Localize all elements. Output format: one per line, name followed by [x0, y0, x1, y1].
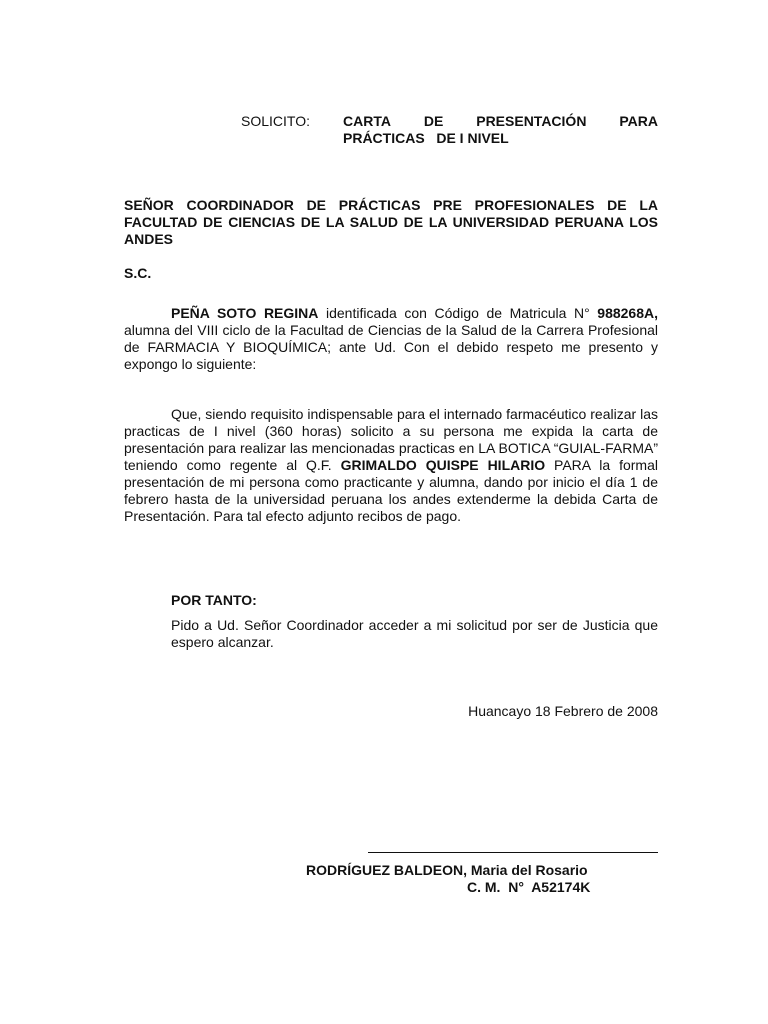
- paragraph-closing: Pido a Ud. Señor Coordinador acceder a mi solicitud por ser de Justicia que espero alcanzar.: [171, 617, 658, 650]
- por-tanto-heading: POR TANTO:: [171, 592, 257, 608]
- addressee: SEÑOR COORDINADOR DE PRÁCTICAS PRE PROFESIONALES DE LA FACULTAD DE CIENCIAS DE LA SALUD DE LA UNIVERSIDAD PERUANA LOS ANDES: [124, 197, 658, 247]
- subject-title: [343, 113, 658, 147]
- subject-word: PARA: [619, 113, 658, 129]
- subject-word: PRESENTACIÓN: [476, 113, 587, 129]
- subject-word: CARTA: [343, 113, 391, 129]
- paragraph-identification: [124, 305, 658, 373]
- signatory-name: RODRÍGUEZ BALDEON, Maria del Rosario: [306, 862, 588, 878]
- subject-line-2: PRÁCTICAS DE I NIVEL: [343, 130, 509, 146]
- student-code: 988268A,: [597, 305, 658, 321]
- student-name: PEÑA SOTO REGINA: [171, 305, 319, 321]
- document-page: [124, 0, 658, 1024]
- signatory-cm: C. M. N° A52174K: [467, 879, 591, 895]
- salutation-sc: S.C.: [124, 265, 152, 281]
- paragraph-text: identificada con Código de Matricula N°: [318, 305, 598, 321]
- signature-line: [368, 852, 658, 853]
- paragraph-text: PARA la formal presentación de mi persona como practicante y alumna, dando por inicio el día 1 de febrero hasta de la universidad peruana los andes extenderme la debida Carta de Presentación. Para tal efecto adjunto recibos de pago.: [124, 457, 658, 524]
- paragraph-text: Que, siendo requisito indispensable para el internado farmacéutico realizar las practicas de I nivel (360 horas) solicito a su persona me expida la carta de presentación para realizar las mencionadas practicas en LA BOTICA “GUIAL-FARMA” teniendo como regente al Q.F.: [124, 406, 658, 473]
- subject-word: DE: [423, 113, 444, 129]
- paragraph-text: alumna del VIII ciclo de la Facultad de Ciencias de la Salud de la Carrera Profesional de FARMACIA Y BIOQUÍMICA; ante Ud. Con el debido respeto me presento y expongo lo siguiente:: [124, 322, 658, 372]
- solicito-label: SOLICITO:: [241, 113, 310, 129]
- subject-line-1: [343, 113, 658, 130]
- paragraph-request: [124, 406, 658, 525]
- regent-name: GRIMALDO QUISPE HILARIO: [340, 457, 546, 473]
- date-line: Huancayo 18 Febrero de 2008: [468, 703, 658, 719]
